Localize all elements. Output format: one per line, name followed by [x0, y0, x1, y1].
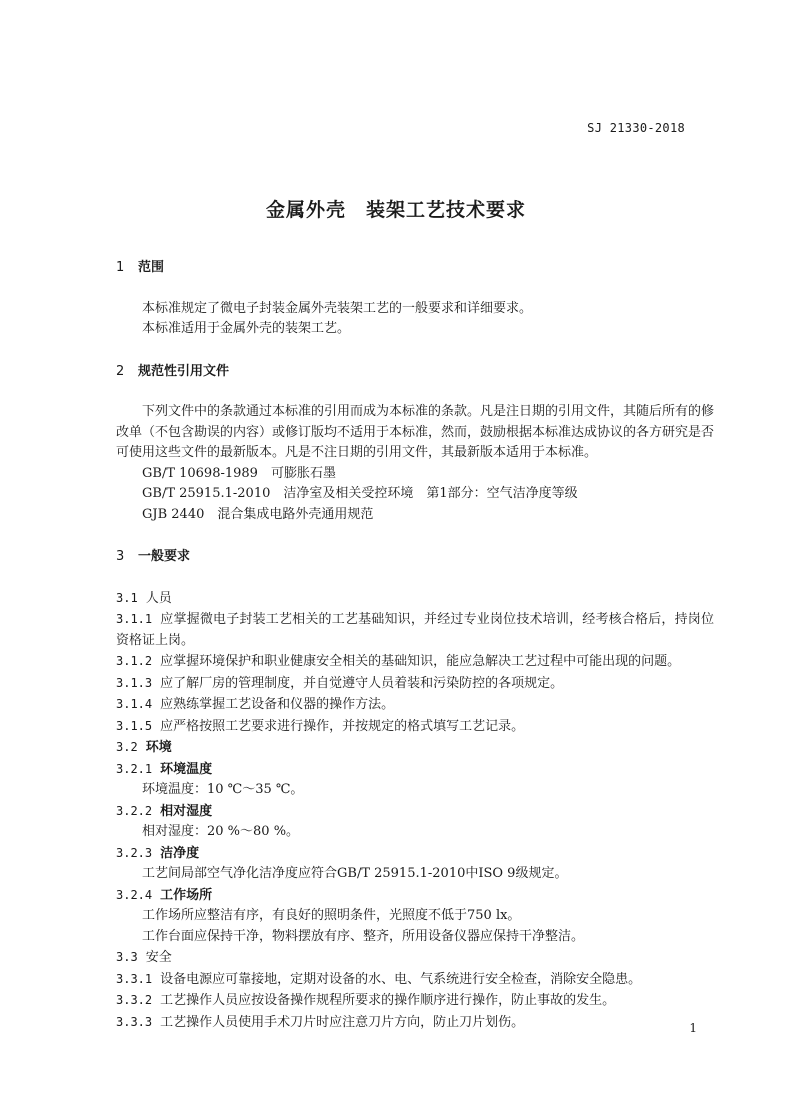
clause-heading: 3.2.3 洁净度	[116, 845, 200, 861]
section-title: 范围	[138, 260, 165, 275]
section-number: 2	[116, 363, 125, 379]
clause-heading: 3.2.2 相对湿度	[116, 803, 213, 819]
references-intro: 下列文件中的条款通过本标准的引用而成为本标准的条款。凡是注日期的引用文件，其随后所有的修改单（不包含勘误的内容）或修订版均不适用于本标准，然而，鼓励根据本标准达成协议的各方研究是否可使用这些文件的最新版本。凡是不注日期的引用文件，其最新版本适用于本标准。	[116, 404, 715, 460]
reference-item: GJB 2440 混合集成电路外壳通用规范	[142, 506, 374, 522]
clause: 3.1.4 应熟练掌握工艺设备和仪器的操作方法。	[116, 697, 395, 712]
clause-heading: 3.3 安全	[116, 950, 172, 965]
clause-heading: 3.2.1 环境温度	[116, 761, 213, 777]
clause: 3.1.5 应严格按照工艺要求进行操作，并按规定的格式填写工艺记录。	[116, 718, 525, 734]
clause: 3.3.2 工艺操作人员应按设备操作规程所要求的操作顺序进行操作，防止事故的发生。	[116, 993, 616, 1008]
clause: 3.3.3 工艺操作人员使用手术刀片时应注意刀片方向，防止刀片划伤。	[116, 1014, 525, 1030]
clause-text: 环境温度：10 ℃～35 ℃。	[142, 782, 304, 797]
section-title: 一般要求	[138, 549, 191, 564]
section-heading-normative-references	[116, 362, 714, 383]
clause-heading: 3.2 环境	[116, 740, 172, 755]
clause: 3.1.3 应了解厂房的管理制度，并自觉遵守人员着装和污染防控的各项规定。	[116, 675, 564, 691]
standard-code: SJ 21330-2018	[587, 121, 685, 135]
clause: 3.1.2 应掌握环境保护和职业健康安全相关的基础知识，能应急解决工艺过程中可能出现的问题。	[116, 654, 681, 669]
clause: 3.3.1 设备电源应可靠接地，定期对设备的水、电、气系统进行安全检查，消除安全隐患。	[116, 971, 642, 987]
document-body	[116, 258, 714, 1033]
clause-text: 工作场所应整洁有序，有良好的照明条件，光照度不低于750 lx。	[142, 908, 521, 923]
scope-paragraph: 本标准适用于金属外壳的装架工艺。	[142, 321, 351, 336]
section-number: 1	[116, 260, 125, 275]
clause-heading: 3.1 人员	[116, 590, 172, 606]
section-number: 3	[116, 549, 125, 564]
reference-item: GB/T 10698-1989 可膨胀石墨	[142, 465, 336, 481]
section-title: 规范性引用文件	[138, 363, 230, 379]
section-heading-general-requirements	[116, 547, 714, 568]
clause-text: 相对湿度：20 %～80 %。	[142, 824, 300, 839]
clause-text: 工艺间局部空气净化洁净度应符合GB/T 25915.1-2010中ISO 9级规定。	[142, 866, 568, 881]
clause-text: 工作台面应保持干净，物料摆放有序、整齐，所用设备仪器应保持干净整洁。	[142, 928, 585, 944]
page-number: 1	[689, 1021, 697, 1035]
section-heading-scope	[116, 258, 714, 279]
reference-item: GB/T 25915.1-2010 洁净室及相关受控环境 第1部分：空气洁净度等级	[142, 486, 578, 501]
scope-paragraph: 本标准规定了微电子封装金属外壳装架工艺的一般要求和详细要求。	[142, 300, 533, 316]
clause-heading: 3.2.4 工作场所	[116, 887, 213, 903]
document-title: 金属外壳 装架工艺技术要求	[265, 199, 526, 221]
clause: 3.1.1 应掌握微电子封装工艺相关的工艺基础知识，并经过专业岗位技术培训，经考核合格后，持岗位资格证上岗。	[116, 612, 714, 648]
